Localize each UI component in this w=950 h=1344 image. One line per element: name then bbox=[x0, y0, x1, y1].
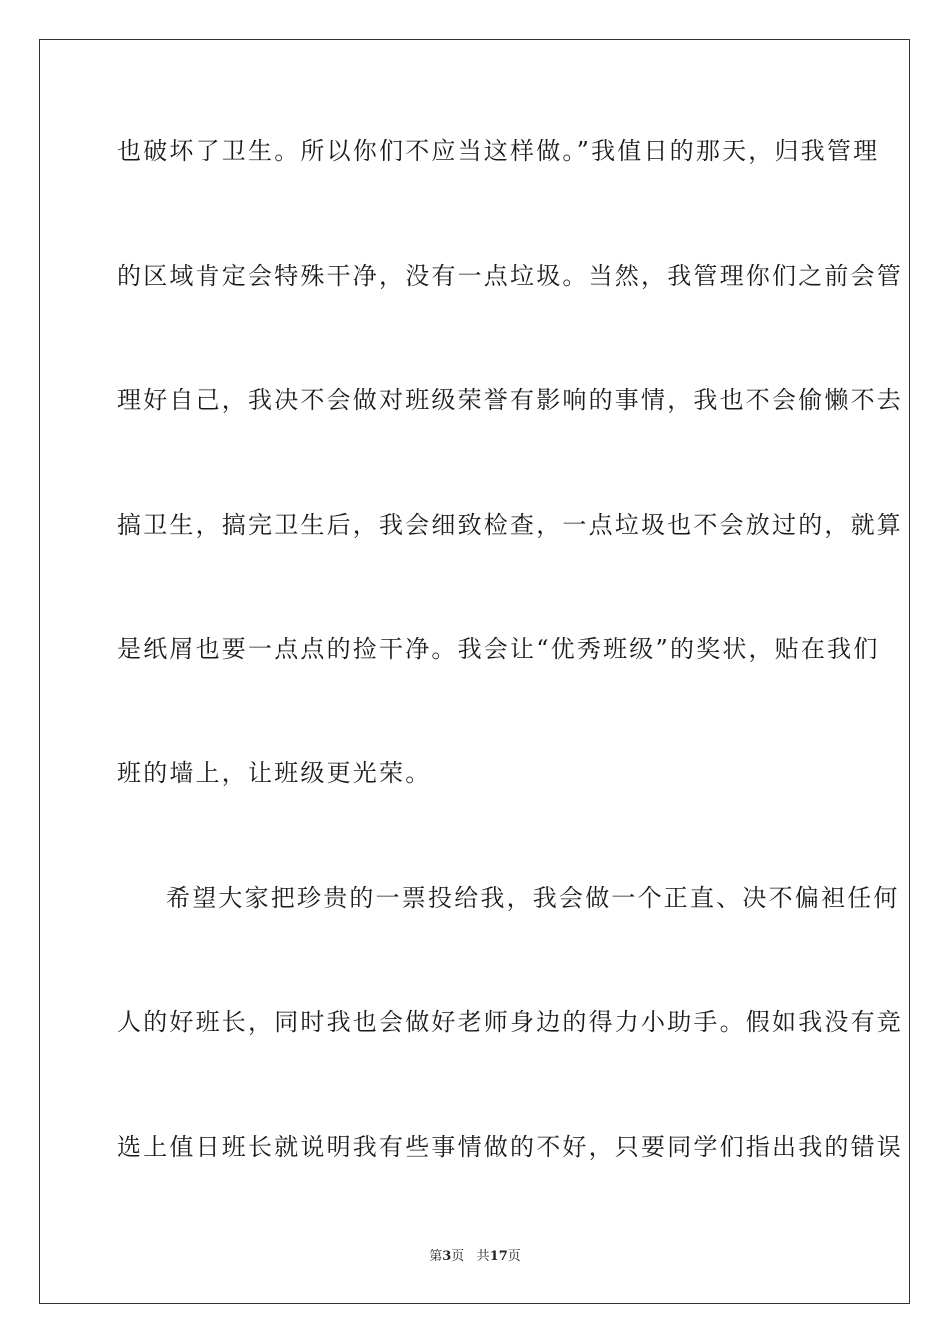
body-line-4: 搞卫生，搞完卫生后，我会细致检查，一点垃圾也不会放过的，就算 bbox=[117, 511, 903, 539]
body-line-3: 理好自己，我决不会做对班级荣誉有影响的事情，我也不会偷懒不去 bbox=[117, 386, 903, 414]
total-pages: 17 bbox=[489, 1249, 508, 1264]
body-line-2: 的区域肯定会特殊干净，没有一点垃圾。当然，我管理你们之前会管 bbox=[117, 262, 903, 290]
page-border bbox=[39, 39, 910, 1304]
body-line-1: 也破坏了卫生。所以你们不应当这样做。”我值日的那天，归我管理 bbox=[117, 137, 880, 165]
total-suffix: 页 bbox=[507, 1249, 521, 1264]
body-line-7: 希望大家把珍贵的一票投给我，我会做一个正直、决不偏袒任何 bbox=[166, 884, 900, 912]
body-line-9: 选上值日班长就说明我有些事情做的不好，只要同学们指出我的错误 bbox=[117, 1133, 903, 1161]
page-prefix: 第 bbox=[429, 1249, 443, 1264]
total-prefix: 共 bbox=[476, 1249, 490, 1264]
page-footer bbox=[0, 1248, 950, 1266]
body-line-5: 是纸屑也要一点点的捡干净。我会让“优秀班级”的奖状，贴在我们 bbox=[117, 635, 880, 663]
body-line-6: 班的墙上，让班级更光荣。 bbox=[117, 759, 432, 787]
body-line-8: 人的好班长，同时我也会做好老师身边的得力小助手。假如我没有竞 bbox=[117, 1008, 903, 1036]
page-number: 3 bbox=[442, 1249, 452, 1264]
page-suffix: 页 bbox=[451, 1249, 465, 1264]
